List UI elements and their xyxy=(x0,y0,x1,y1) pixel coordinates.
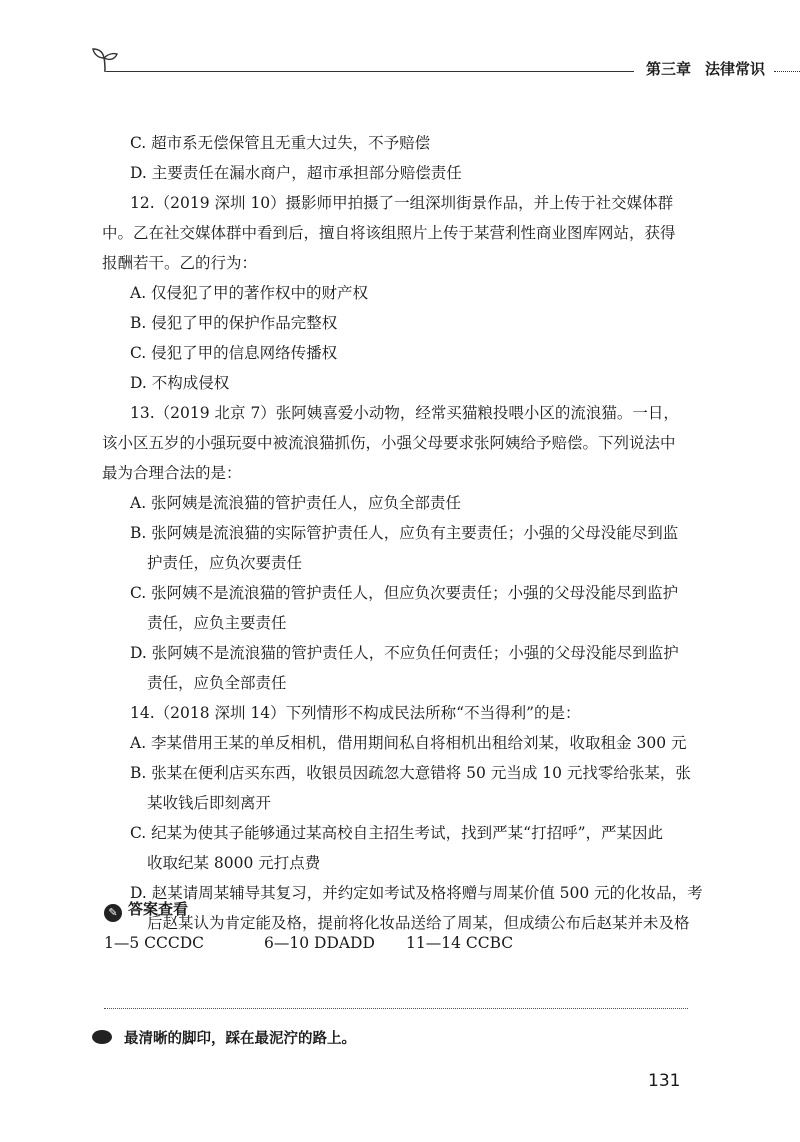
option-line: C. 纪某为使其子能够通过某高校自主招生考试，找到严某“打招呼”，严某因此 xyxy=(130,824,664,842)
header-rule-right xyxy=(774,71,800,72)
question-line: 该小区五岁的小强玩耍中被流浪猫抓伤，小强父母要求张阿姨给予赔偿。下列说法中 xyxy=(102,434,676,452)
option-line: C. 张阿姨不是流浪猫的管护责任人，但应负次要责任；小强的父母没能尽到监护 xyxy=(130,584,679,602)
chapter-heading xyxy=(646,58,765,79)
answer-heading-text: 答案查看 xyxy=(128,900,189,918)
sprout-icon xyxy=(90,44,120,74)
motto-leaf-icon xyxy=(92,1030,112,1044)
answer-key xyxy=(104,934,513,952)
option-line: D. 主要责任在漏水商户，超市承担部分赔偿责任 xyxy=(130,164,462,182)
answer-badge-icon: ✎ xyxy=(104,904,122,922)
chapter-title: 法律常识 xyxy=(705,60,766,78)
option-continuation: 责任，应负全部责任 xyxy=(147,674,287,692)
option-line: B. 侵犯了甲的保护作品完整权 xyxy=(130,314,338,332)
option-continuation: 收取纪某 8000 元打点费 xyxy=(147,854,321,872)
question-line: 14.（2018 深圳 14）下列情形不构成民法所称“不当得利”的是： xyxy=(130,704,581,722)
option-continuation: 后赵某认为肯定能及格，提前将化妆品送给了周某，但成绩公布后赵某并未及格 xyxy=(147,914,690,932)
option-line: A. 李某借用王某的单反相机，借用期间私自将相机出租给刘某，收取租金 300 元 xyxy=(130,734,687,752)
option-continuation: 责任，应负主要责任 xyxy=(147,614,287,632)
option-line: B. 张某在便利店买东西，收银员因疏忽大意错将 50 元当成 10 元找零给张某，张 xyxy=(130,764,691,782)
option-line: D. 张阿姨不是流浪猫的管护责任人，不应负任何责任；小强的父母没能尽到监护 xyxy=(130,644,679,662)
chapter-number: 第三章 xyxy=(646,60,692,78)
footer-divider xyxy=(104,1008,688,1009)
question-line: 最为合理合法的是： xyxy=(102,464,242,482)
question-line: 13.（2019 北京 7）张阿姨喜爱小动物，经常买猫粮投喂小区的流浪猫。一日， xyxy=(130,404,679,422)
page-number: 131 xyxy=(648,1071,681,1091)
answer-group: 1—5 CCCDC xyxy=(104,934,205,952)
page-header xyxy=(84,42,790,82)
option-line: A. 仅侵犯了甲的著作权中的财产权 xyxy=(130,284,369,302)
answer-heading xyxy=(104,897,188,921)
option-line: B. 张阿姨是流浪猫的实际管护责任人，应负有主要责任；小强的父母没能尽到监 xyxy=(130,524,679,542)
question-line: 12.（2019 深圳 10）摄影师甲拍摄了一组深圳街景作品，并上传于社交媒体群 xyxy=(130,194,674,212)
option-continuation: 护责任，应负次要责任 xyxy=(147,554,303,572)
option-line: C. 超市系无偿保管且无重大过失，不予赔偿 xyxy=(130,134,431,152)
option-line: D. 不构成侵权 xyxy=(130,374,230,392)
question-line: 报酬若干。乙的行为： xyxy=(102,254,258,272)
question-line: 中。乙在社交媒体群中看到后，擅自将该组照片上传于某营利性商业图库网站，获得 xyxy=(102,224,676,242)
answer-group: 11—14 CCBC xyxy=(406,934,514,952)
option-continuation: 某收钱后即刻离开 xyxy=(147,794,272,812)
motto-text: 最清晰的脚印，踩在最泥泞的路上。 xyxy=(124,1031,356,1047)
option-line: D. 赵某请周某辅导其复习，并约定如考试及格将赠与周某价值 500 元的化妆品，考 xyxy=(130,884,703,902)
option-line: A. 张阿姨是流浪猫的管护责任人，应负全部责任 xyxy=(130,494,462,512)
answer-group: 6—10 DDADD xyxy=(264,934,375,952)
question-content xyxy=(102,128,703,938)
footer-motto xyxy=(92,1027,356,1051)
option-line: C. 侵犯了甲的信息网络传播权 xyxy=(130,344,338,362)
header-rule-left xyxy=(106,71,634,72)
